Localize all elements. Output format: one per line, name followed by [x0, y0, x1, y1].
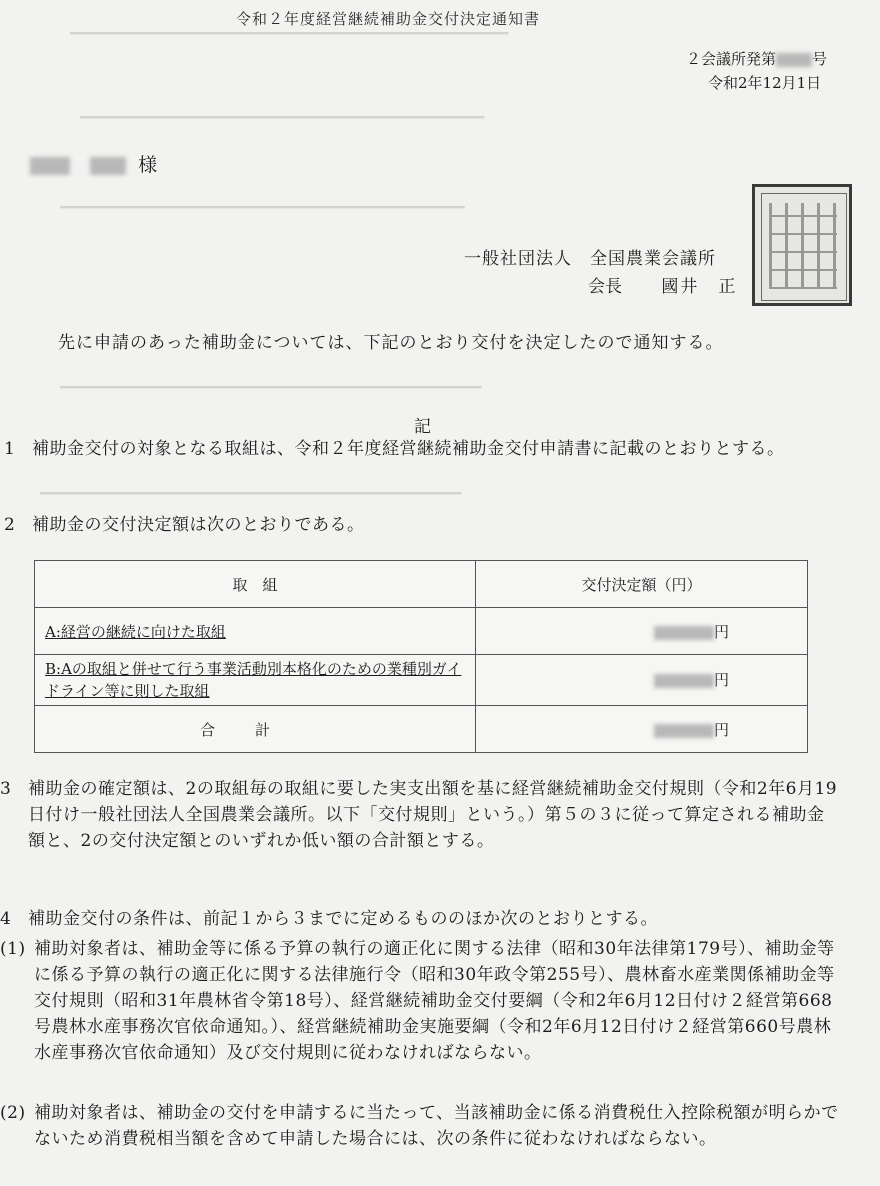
redacted-amount [654, 626, 714, 640]
document-number-suffix: 号 [812, 50, 828, 68]
sender-title: 会長 [588, 277, 622, 297]
row-a-label [35, 608, 476, 655]
document-date: 令和2年12月1日 [708, 74, 822, 92]
header-initiative: 取 組 [35, 561, 476, 608]
bleed-through-text: ━━━━━━━━━━━━━━━━━━━━━━━━━━━━━━━━━━━━━━━━━━━━━━━━━━ [40, 486, 462, 502]
item-2-text: 補助金の交付決定額は次のとおりである。 [32, 515, 365, 535]
sub-2-text: 補助対象者は、補助金の交付を申請するに当たって、当該補助金に係る消費税仕入控除税額が明らかでないため消費税相当額を含めて申請した場合には、次の条件に従わなければならない。 [34, 1103, 839, 1149]
item-1 [4, 436, 834, 462]
item-4-number: 4 [0, 909, 12, 929]
sub-2-number: (2) [0, 1103, 26, 1123]
document-number-prefix: ２会議所発第 [686, 50, 777, 68]
seal-characters [769, 203, 837, 289]
row-a-amount [476, 608, 808, 655]
table-row [35, 608, 808, 655]
item-4-sub-2 [0, 1100, 840, 1152]
header-amount: 交付決定額（円） [476, 561, 808, 608]
bleed-through-text: ━━━━━━━━━━━━━━━━━━━━━━━━━━━━━━━━━━━━━━━━━━━━━━━━━━ [60, 380, 482, 396]
row-b-label [35, 655, 476, 706]
item-1-text: 補助金交付の対象となる取組は、令和２年度経営継続補助金交付申請書に記載のとおりとする。 [32, 439, 785, 459]
item-2-number: 2 [4, 515, 16, 535]
table-header-row [35, 561, 808, 608]
addressee [30, 150, 157, 177]
addressee-honorific: 様 [138, 154, 158, 176]
item-4 [0, 906, 840, 932]
item-4-text: 補助金交付の条件は、前記１から３までに定めるもののほか次のとおりとする。 [28, 909, 658, 929]
document-number [686, 48, 827, 69]
redacted-amount [654, 674, 714, 688]
row-a-label-text: A:経営の継続に向けた取組 [45, 622, 226, 641]
table-row [35, 706, 808, 753]
document-title: 令和２年度経営継続補助金交付決定通知書 [236, 10, 541, 28]
redacted-amount [654, 724, 714, 738]
table-row [35, 655, 808, 706]
item-4-sub-1 [0, 936, 840, 1066]
item-3 [0, 776, 840, 854]
sub-1-text: 補助対象者は、補助金等に係る予算の執行の適正化に関する法律（昭和30年法律第179号）、補助金等に係る予算の執行の適正化に関する法律施行令（昭和30年政令第255号）、農林畜水産業関係補助金等交付規則（昭和31年農林省令第18号）、経営継続補助金交付要綱（令和2年6月12日付け２経営第668号農林水産事務次官依命通知。）、経営継続補助金実施要綱（令和2年6月12日付け２経営第660号農林水産事務次官依命通知）及び交付規則に従わなければならない。 [34, 939, 835, 1063]
award-amount-table [34, 560, 808, 753]
bleed-through-text: ━━━━━━━━━━━━━━━━━━━━━━━━━━━━━━━━━━━━━━━━━━━━━━━━━━━━ [70, 26, 509, 42]
intro-sentence: 先に申請のあった補助金については、下記のとおり交付を決定したので通知する。 [58, 333, 724, 353]
item-3-number: 3 [0, 779, 12, 799]
redacted-given-name [90, 157, 126, 175]
redacted-number [776, 53, 812, 67]
item-3-text: 補助金の確定額は、2の取組毎の取組に要した実支出額を基に経営継続補助金交付規則（令和2年6月19日付け一般社団法人全国農業会議所。以下「交付規則」という。）第５の３に従って算定される補助金額と、2の交付決定額とのいずれか低い額の合計額とする。 [28, 779, 838, 851]
bleed-through-text: ━━━━━━━━━━━━━━━━━━━━━━━━━━━━━━━━━━━━━━━━━━━━━━━━ [60, 200, 465, 216]
sub-1-number: (1) [0, 939, 26, 959]
row-b-yen: 円 [713, 671, 729, 689]
ki-heading: 記 [414, 417, 431, 437]
sender-representative [588, 272, 737, 297]
item-2 [4, 512, 834, 538]
row-total-amount [476, 706, 808, 753]
sender-organization: 一般社団法人 全国農業会議所 [464, 249, 716, 269]
row-b-label-text: B:Aの取組と併せて行う事業活動別本格化のための業種別ガイドライン等に則した取組 [45, 660, 462, 700]
row-a-yen: 円 [713, 622, 729, 641]
bleed-through-text: ━━━━━━━━━━━━━━━━━━━━━━━━━━━━━━━━━━━━━━━━━━━━━━━━ [80, 110, 485, 126]
row-b-amount [476, 655, 808, 706]
row-total-yen: 円 [713, 720, 729, 739]
item-1-number: 1 [4, 439, 16, 459]
redacted-surname [30, 157, 70, 175]
sender-name: 國井 正 [661, 277, 738, 297]
official-seal-stamp [752, 184, 852, 306]
row-total-label: 合計 [35, 706, 476, 753]
